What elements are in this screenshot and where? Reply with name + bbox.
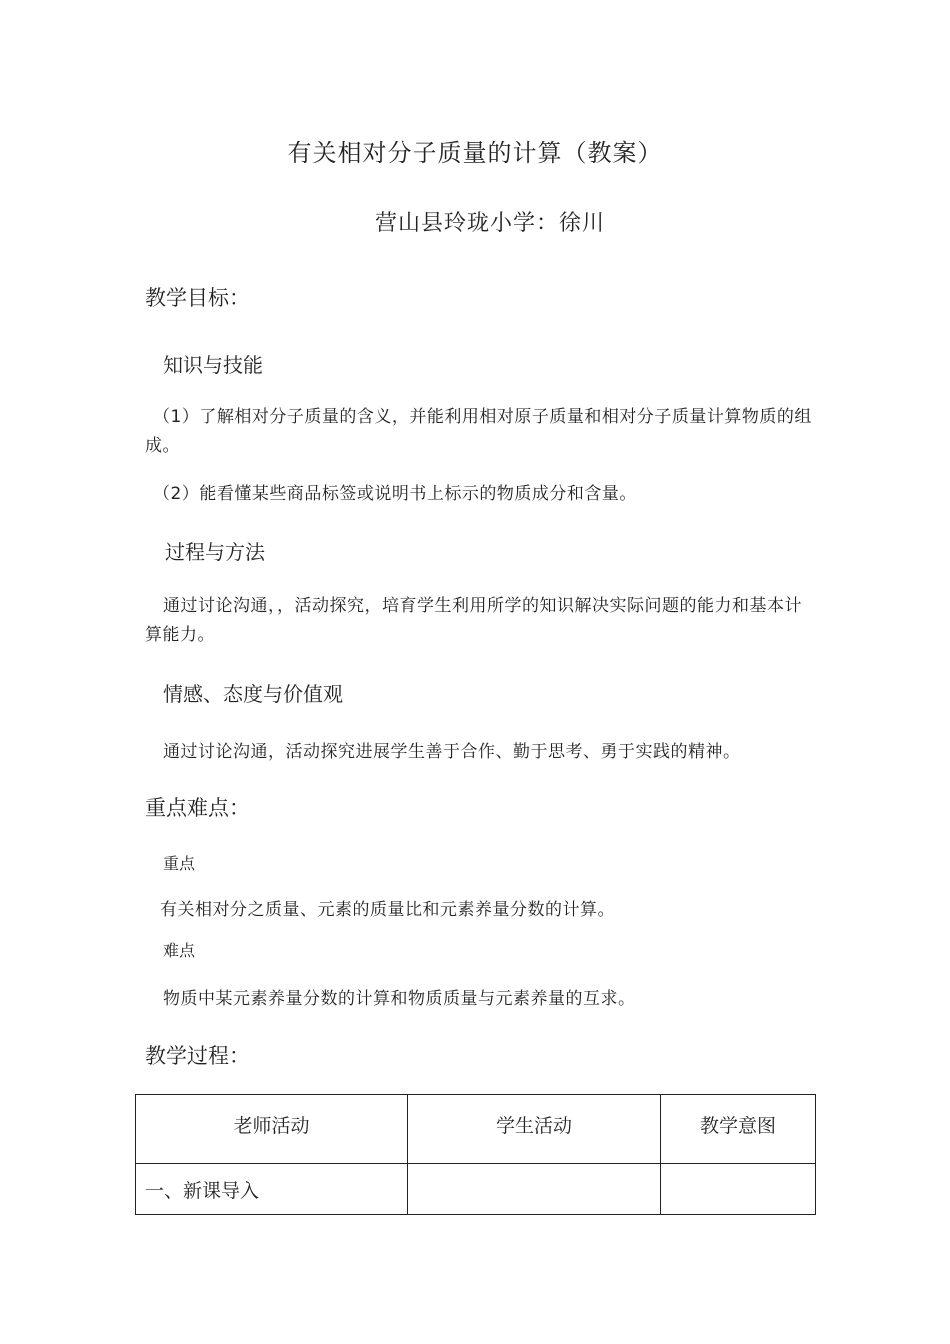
focus-label: 重点 xyxy=(163,854,196,873)
focus-text: 有关相对分之质量、元素的质量比和元素养量分数的计算。 xyxy=(160,900,615,920)
table-header-row xyxy=(136,1095,816,1164)
column-header-teacher: 老师活动 xyxy=(136,1095,408,1164)
key-points-heading: 重点难点： xyxy=(145,796,250,820)
document-author: 营山县玲珑小学：徐川 xyxy=(375,211,606,236)
difficulty-label: 难点 xyxy=(163,941,196,960)
process-text: 通过讨论沟通，，活动探究，培育学生利用所学的知识解决实际问题的能力和基本计算能力。 xyxy=(145,596,802,645)
knowledge-heading: 知识与技能 xyxy=(163,353,263,377)
table-cell: 一、新课导入 xyxy=(136,1164,408,1215)
knowledge-item-2: （2）能看懂某些商品标签或说明书上标示的物质成分和含量。 xyxy=(153,484,637,504)
objectives-heading: 教学目标： xyxy=(145,286,250,310)
table-row xyxy=(136,1164,816,1215)
column-header-student: 学生活动 xyxy=(408,1095,661,1164)
teaching-process-heading: 教学过程： xyxy=(145,1044,250,1068)
table-cell xyxy=(660,1164,815,1215)
emotion-text: 通过讨论沟通，活动探究进展学生善于合作、勤于思考、勇于实践的精神。 xyxy=(163,742,741,762)
process-heading: 过程与方法 xyxy=(165,540,265,564)
difficulty-text: 物质中某元素养量分数的计算和物质质量与元素养量的互求。 xyxy=(163,989,636,1009)
column-header-intent: 教学意图 xyxy=(660,1095,815,1164)
knowledge-item-1: （1）了解相对分子质量的含义，并能利用相对原子质量和相对分子质量计算物质的组成。 xyxy=(145,407,812,456)
emotion-heading: 情感、态度与价值观 xyxy=(163,682,343,706)
table-cell xyxy=(408,1164,661,1215)
teaching-process-table xyxy=(135,1094,816,1215)
document-title: 有关相对分子质量的计算（教案） xyxy=(287,139,663,167)
